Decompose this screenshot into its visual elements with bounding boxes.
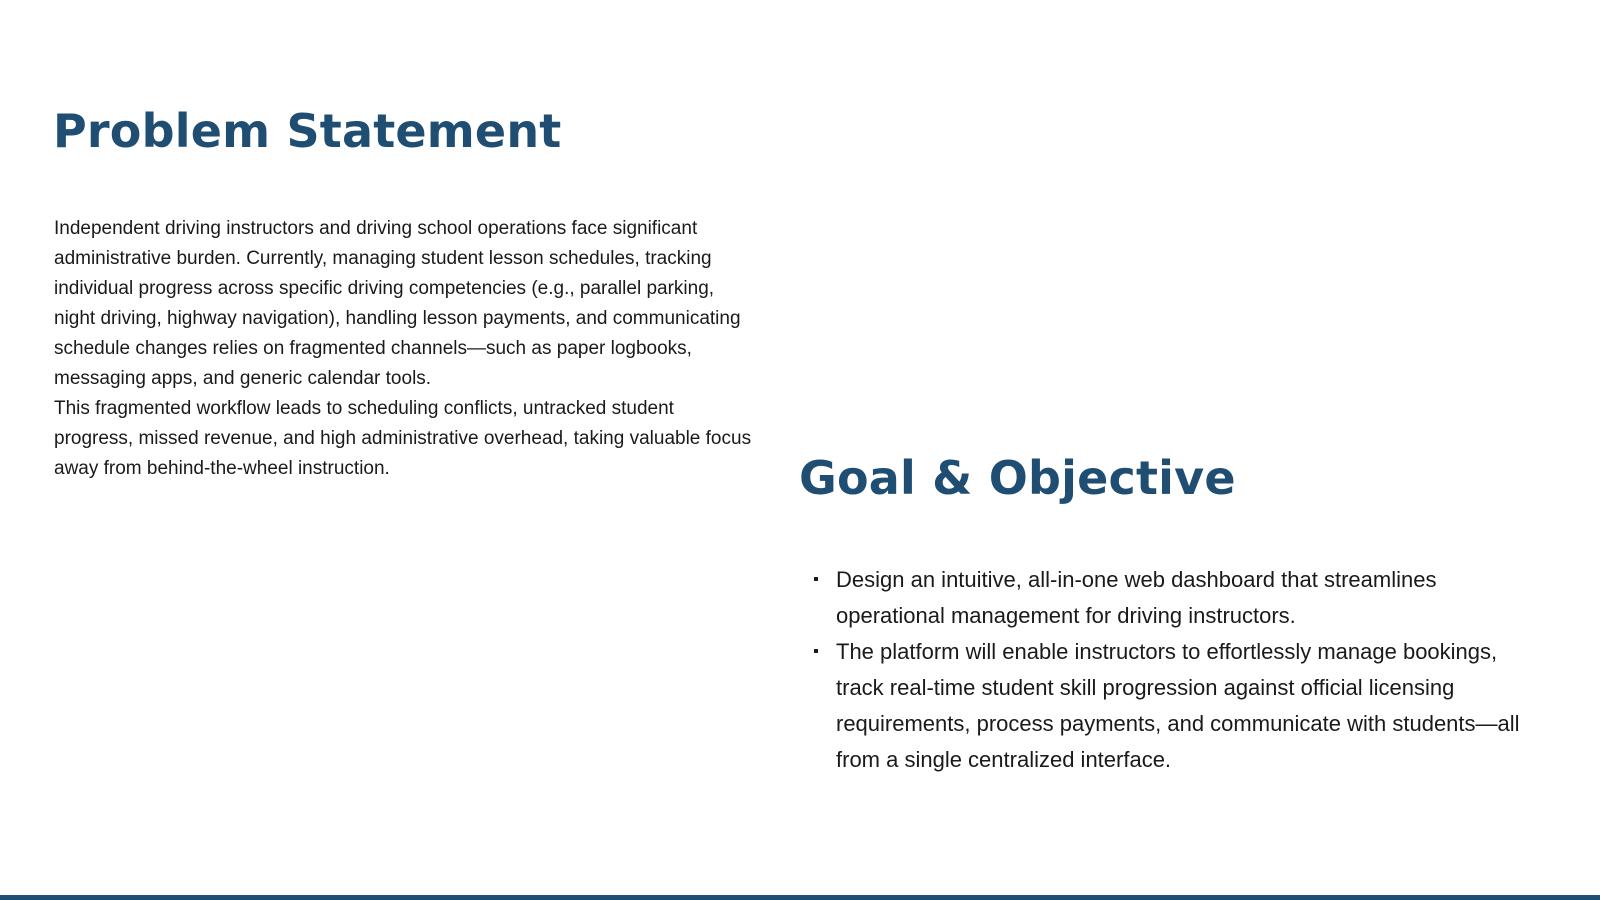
problem-paragraph: Independent driving instructors and driving school operations face significant administrative burden. Currently, managing student lesson schedules, tracking individual progress across specific driving competencies (e.g., parallel parking, night driving, highway navigation), handling lesson payments, and communicating schedule changes relies on fragmented channels—such as paper logbooks, messaging apps, and generic calendar tools.: [54, 218, 741, 389]
problem-paragraph: This fragmented workflow leads to scheduling conflicts, untracked student progress, missed revenue, and high administrative overhead, taking valuable focus away from behind-the-wheel instruction.: [54, 398, 752, 479]
bullet-icon: [814, 649, 818, 653]
goal-objective-title: Goal & Objective: [799, 451, 1236, 505]
goal-objective-list: [812, 562, 1542, 778]
problem-statement-title: Problem Statement: [53, 104, 562, 158]
bullet-icon: [814, 577, 818, 581]
goal-item-text: The platform will enable instructors to effortlessly manage bookings, track real-time student skill progression against official licensing requirements, process payments, and communicate with students—all from a single centralized interface.: [836, 639, 1520, 772]
problem-statement-body: [54, 214, 754, 484]
goal-list-item: [812, 562, 1542, 634]
goal-list-item: [812, 634, 1542, 778]
goal-item-text: Design an intuitive, all-in-one web dashboard that streamlines operational management for driving instructors.: [836, 567, 1437, 628]
footer-accent-bar: [0, 895, 1600, 900]
